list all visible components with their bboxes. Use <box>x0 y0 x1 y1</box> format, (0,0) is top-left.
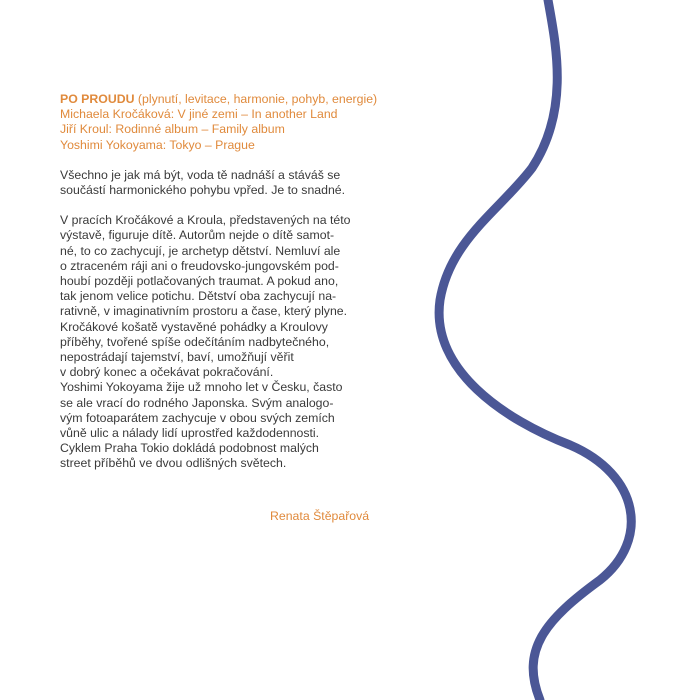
body-line: rativně, v imaginativním prostoru a čase, který plyne. <box>60 304 348 319</box>
body-line: street příběhů ve dvou odlišných světech. <box>60 456 287 471</box>
body-line: vým fotoaparátem zachycuje v obou svých zemích <box>60 410 335 425</box>
body-line: výstavě, figuruje dítě. Autorům nejde o dítě samot- <box>60 228 335 243</box>
wave-line <box>439 0 631 700</box>
body-line: houbí později potlačovaných traumat. A pokud ano, <box>60 274 339 289</box>
body-line: příběhy, tvořené spíše odečítáním nadbytečného, <box>60 334 330 349</box>
heading-subtitle: (plynutí, levitace, harmonie, pohyb, energie) <box>134 92 378 106</box>
body-line: vůně ulic a nálady lidí uprostřed každodennosti. <box>60 426 320 441</box>
body-line: Yoshimi Yokoyama žije už mnoho let v Česku, často <box>60 380 343 395</box>
body-line: tak jenom velice potichu. Dětství oba zachycují na- <box>60 289 337 304</box>
intro-line: Všechno je jak má být, voda tě nadnáší a stáváš se <box>60 167 341 182</box>
project-list <box>60 107 420 153</box>
body-line: se ale vrací do rodného Japonska. Svým analogo- <box>60 395 334 410</box>
body-line: né, to co zachycují, je archetyp dětství. Nemluví ale <box>60 243 341 258</box>
project-item: Yoshimi Yokoyama: Tokyo – Prague <box>60 137 255 152</box>
project-item: Michaela Kročáková: V jiné zemi – In another Land <box>60 107 338 122</box>
heading-title: PO PROUDU <box>60 92 135 106</box>
heading <box>60 92 420 107</box>
body-line: nepostrádají tajemství, baví, umožňují věřit <box>60 350 294 365</box>
body-line: Kročákové košatě vystavěné pohádky a Kroulovy <box>60 319 328 334</box>
body-paragraph <box>60 213 420 471</box>
project-item: Jiří Kroul: Rodinné album – Family album <box>60 122 285 137</box>
body-line: o ztraceném ráji ani o freudovsko-jungovském pod- <box>60 258 339 273</box>
body-line: V pracích Kročákové a Kroula, představených na této <box>60 213 351 228</box>
body-line: Cyklem Praha Tokio dokládá podobnost malých <box>60 441 319 456</box>
intro-paragraph <box>60 168 420 198</box>
article <box>60 92 420 472</box>
body-line: v dobrý konec a očekávat pokračování. <box>60 365 274 380</box>
intro-line: součástí harmonického pohybu vpřed. Je to snadné. <box>60 183 346 198</box>
author-signature: Renata Štěpařová <box>270 509 370 523</box>
